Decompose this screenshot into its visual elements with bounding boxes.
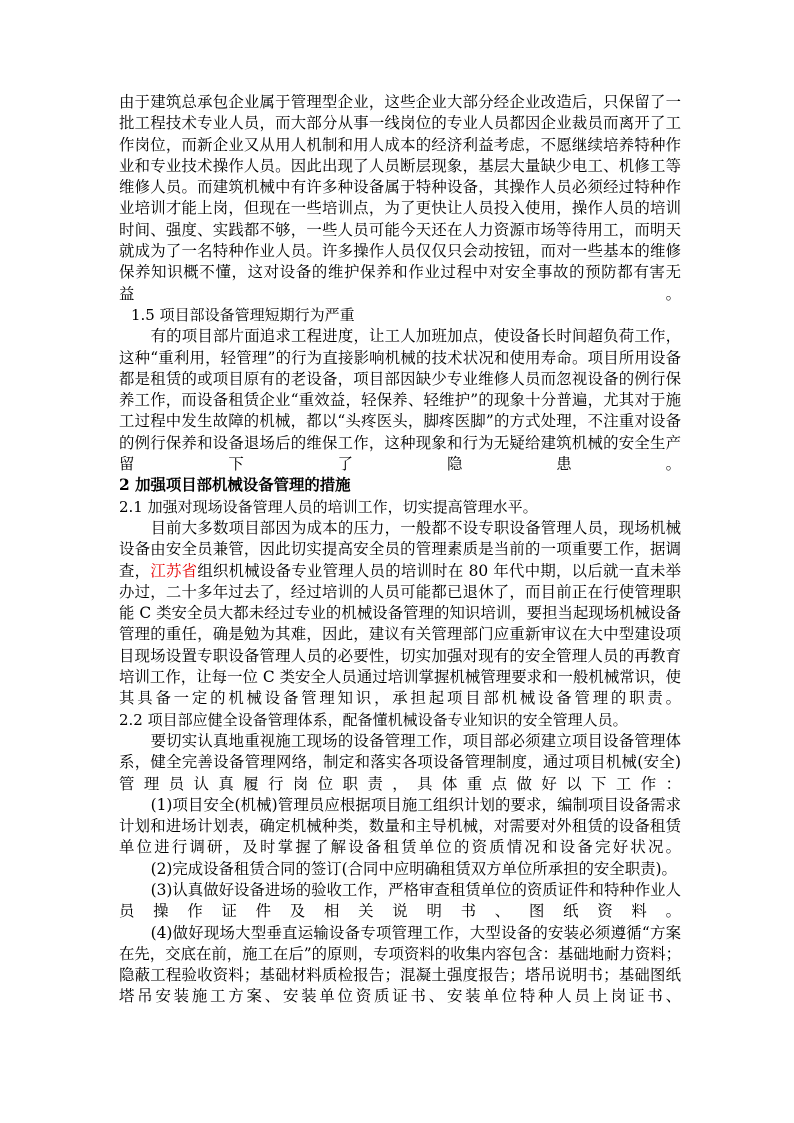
subheading-1-5: 1.5 项目部设备管理短期行为严重 — [131, 305, 355, 324]
paragraph-3 — [119, 518, 681, 710]
section-heading-2: 2 加强项目部机械设备管理的措施 — [119, 476, 351, 495]
paragraph-4: 要切实认真地重视施工现场的设备管理工作，项目部必须建立项目设备管理体系，健全完善设备管理网络，制定和落实各项设备管理制度，通过项目机械(安全)管理员认真履行岗位职责，具体重点做好以下工作： — [119, 731, 681, 793]
list-item-3: (3)认真做好设备进场的验收工作，严格审查租赁单位的资质证件和特种作业人员操作证件及相关说明书、图纸资料。 — [119, 880, 681, 921]
document-page — [119, 92, 681, 1008]
list-item-1: (1)项目安全(机械)管理员应根据项目施工组织计划的要求，编制项目设备需求计划和进场计划表，确定机械种类，数量和主导机械，对需要对外租赁的设备租赁单位进行调研，及时掌握了解设备租赁单位的资质情况和设备完好状况。 — [119, 795, 681, 857]
list-item-2: (2)完成设备租赁合同的签订(合同中应明确租赁双方单位所承担的安全职责)。 — [150, 859, 677, 878]
subheading-2-1: 2.1 加强对现场设备管理人员的培训工作，切实提高管理水平。 — [119, 497, 538, 516]
subheading-2-2: 2.2 项目部应健全设备管理体系，配备懂机械设备专业知识的安全管理人员。 — [119, 710, 628, 729]
list-item-4: (4)做好现场大型垂直运输设备专项管理工作，大型设备的安装必须遵循“方案在先，交底在前，施工在后”的原则，专项资料的收集内容包含：基础地耐力资料；隐蔽工程验收资料；基础材料质检报告；混凝土强度报告；塔吊说明书；基础图纸 塔吊安装施工方案、安装单位资质证书、安装单位特种人员上岗证书、 — [119, 923, 681, 1006]
paragraph-3-after: 组织机械设备专业管理人员的培训时在 80 年代中期，以后就一直未举办过，二十多年过去了，经过培训的人员可能都已退休了，而目前正在行使管理职能 C 类安全员大都未经过专业的机械设备管理的知识培训，要担当起现场机械设备管理的重任，确是勉为其难，因此，建议有关管理部门应重新审议在大中型建设项目现场设置专职设备管理人员的必要性，切实加强对现有的安全管理人员的再教育培训工作，让每一位 C 类安全人员通过培训掌握机械管理要求和一般机械常识，使其具备一定的机械设备管理知识，承担起项目部机械设备管理的职责。 — [119, 561, 681, 708]
paragraph-2: 有的项目部片面追求工程进度，让工人加班加点，使设备长时间超负荷工作，这种“重利用，轻管理”的行为直接影响机械的技术状况和使用寿命。项目所用设备都是租赁的或项目原有的老设备，项目部因缺少专业维修人员而忽视设备的例行保养工作，而设备租赁企业“重效益，轻保养、轻维护”的现象十分普遍，尤其对于施工过程中发生故障的机械，都以“头疼医头，脚疼医脚”的方式处理，不注重对设备的例行保养和设备退场后的维保工作，这种现象和行为无疑给建筑机械的安全生产留下了隐患。 — [119, 327, 681, 474]
paragraph-3-before: 目前大多数项目部因为成本的压力，一般都不设专职设备管理人员，现场机械设备由安全员兼管，因此切实提高安全员的管理素质是当前的一项重要工作，据调查， — [119, 518, 681, 580]
paragraph-1: 由于建筑总承包企业属于管理型企业，这些企业大部分经企业改造后，只保留了一批工程技术专业人员，而大部分从事一线岗位的专业人员都因企业裁员而离开了工作岗位，而新企业又从用人机制和用人成本的经济利益考虑，不愿继续培养特种作业和专业技术操作人员。因此出现了人员断层现象，基层大量缺少电工、机修工等维修人员。而建筑机械中有许多种设备属于特种设备，其操作人员必须经过特种作业培训才能上岗，但现在一些培训点，为了更快让人员投入使用，操作人员的培训时间、强度、实践都不够，一些人员可能今天还在人力资源市场等待用工，而明天就成为了一名特种作业人员。许多操作人员仅仅只会动按钮，而对一些基本的维修保养知识概不懂，这对设备的维护保养和作业过程中对安全事故的预防都有害无益。 — [119, 93, 681, 303]
highlighted-place-name: 江苏省 — [150, 561, 198, 580]
